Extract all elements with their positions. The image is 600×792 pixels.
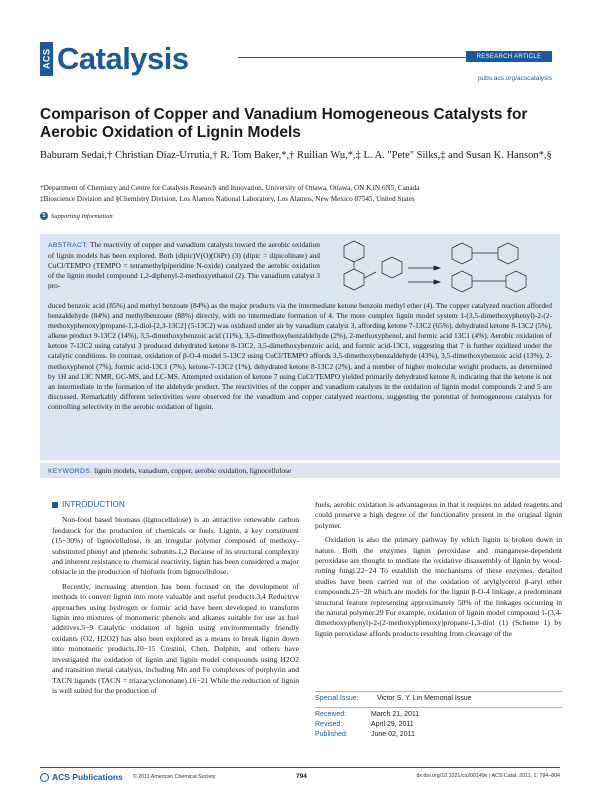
doi-link[interactable]: dx.doi.org/10.1021/cs200149v | ACS Catal. 2011, 1, 794–804 — [416, 773, 560, 779]
supporting-info-icon: S — [40, 212, 48, 220]
history-rule-mid — [315, 707, 562, 708]
abstract-lead-text: The reactivity of copper and vanadium catalysts toward the aerobic oxidation of lignin models has been explored. Both (dipic)V(O)(OiPr) (3) (dipic = dipicolinate) and CuCl/TEMPO (TEMPO = tetramethylpiperidine N-oxide) catalyzed the aerobic oxidation of the lignin model compound 1,2-diphenyl-2-methoxyethanol (2). The vanadium catalyst 3 pro- — [48, 240, 320, 291]
body-column-left — [52, 500, 299, 700]
toc-reaction-scheme — [326, 238, 552, 300]
body-column-right — [315, 500, 562, 643]
revised-label: Revised: — [315, 721, 343, 728]
supporting-info-label: Supporting Information — [51, 212, 113, 220]
abstract-lead — [48, 240, 320, 291]
section-square-icon — [52, 502, 58, 508]
published-label: Published: — [315, 731, 348, 738]
special-issue-label: Special Issue: — [315, 695, 359, 702]
keywords-label: KEYWORDS: — [48, 468, 93, 475]
received-label: Received: — [315, 711, 347, 718]
special-issue-row — [315, 695, 472, 702]
copyright-notice: © 2011 American Chemical Society — [132, 774, 216, 780]
section-title: INTRODUCTION — [62, 500, 125, 509]
affiliation-los-alamos: ‡Bioscience Division and §Chemistry Division, Los Alamos National Laboratory, Los Alamos, New Mexico 87545, United States — [40, 195, 415, 203]
keywords — [48, 466, 291, 475]
intro-paragraph-4: Oxidation is also the primary pathway by which lignin is broken down in nature. Both the enzymes lignin peroxidase and manganese-dependent peroxidase are thought to mediate the oxidative disassembly of lignin by wood-rotting fungi.22−24 To establish the mechanisms of these enzymes, detailed studies have been carried out of the oxidation of arylglycerol β-aryl ether compounds,25−28 which are models for the lignin β-O-4 linkage, a predominant structural feature representing approximately 50% of the linkages occurring in the natural polymer.29 For example, oxidation of lignin model compound 1-(3,4-dimethoxyphenyl)-2-(2-methoxyphenoxy)propane-1,3-diol (1) (Scheme 1) by lignin peroxidase affords products resulting from cleavage of the — [315, 535, 562, 638]
intro-paragraph-3: fuels, aerobic oxidation is advantageous in that it requires no added reagents and could preserve a high degree of the functionality present in the original lignin polymer. — [315, 500, 562, 530]
intro-paragraph-2: Recently, increasing attention has been focused on the development of methods to convert lignin into more valuable and useful products.3,4 Reductive approaches using hydrogen or formic acid have been developed to transform lignin into mixtures of monomeric phenols and alkanes suitable for use as fuel additives.5−9 Catalytic oxidation of lignin using environmentally friendly oxidants (O2, H2O2) has also been explored as a means to break lignin down into monomeric products.10−15 Crestini, Chen, Dolphin, and others have investigated the oxidation of lignin and lignin model compounds using H2O2 and transition metal catalysts, including Mn and Fe complexes of porphyrin and TACN ligands (TACN = triazacyclononane).16−21 While the reduction of lignin is well suited for the production of — [52, 581, 299, 695]
affiliation-ottawa: †Department of Chemistry and Centre for Catalysis Research and Innovation, University of Ottawa, Ottawa, ON K1N 6N5, Canada — [40, 184, 420, 192]
special-issue-value: Victor S. Y. Lin Memorial Issue — [377, 695, 472, 702]
keywords-text: lignin models, vanadium, copper, aerobic oxidation, lignocellulose — [94, 466, 292, 475]
journal-masthead — [40, 42, 189, 76]
page-number: 794 — [296, 773, 307, 780]
journal-name: Catalysis — [57, 41, 189, 76]
abstract-label: ABSTRACT: — [48, 242, 89, 249]
article-type-badge: RESEARCH ARTICLE — [466, 51, 552, 62]
acs-publications-icon — [40, 773, 49, 782]
publication-history — [315, 691, 562, 743]
author-list: Baburam Sedai,† Christian Díaz-Urrutia,† R. Tom Baker,*,† Ruilian Wu,*,‡ L. A. "Pete" Silks,‡ and Susan K. Hanson*,§ — [40, 150, 552, 161]
history-rule-top — [315, 691, 562, 692]
affiliations — [40, 183, 560, 205]
acs-logo: ACS — [40, 42, 53, 76]
revised-row — [315, 721, 414, 728]
section-heading-introduction — [52, 500, 299, 510]
intro-paragraph-1: Non-food based biomass (lignocellulose) is an attractive renewable carbon feedstock for the production of chemicals or fuels. Lignin, a key constituent (15−30%) of lignocellulose, is an irregular polymer composed of methoxy-substituted phenyl and phenolic subunits.1,2 Because of its structural complexity and inherent resistance to chemical reactivity, lignin has been considered a major obstacle in the production of biofuels from lignocellulose. — [52, 515, 299, 577]
page-footer — [40, 771, 560, 783]
journal-url-link[interactable]: pubs.acs.org/acscatalysis — [477, 75, 552, 82]
publisher-name: ACS Publications — [52, 772, 123, 782]
footer-rule — [40, 767, 560, 768]
revised-value: April 29, 2011 — [371, 721, 414, 728]
received-row — [315, 711, 419, 718]
abstract-body: duced benzoic acid (85%) and methyl benzoate (84%) as the major products via the intermediate ketone benzoin methyl ether (4). The copper catalyzed reaction afforded benzaldehyde (84%) and methylbenzoate (88%) directly, with no intermediate formation of 4. The more complex lignin model system 1-(3,5-dimethoxyphenyl)-2-(2-methoxyphenoxy)propane-1,3-diol-[2,3-13C2] (5-13C2) was oxidized under air by vanadium catalyst 3, affording ketone 7-13C2 (65%), dehydrated ketone 8-13C2 (5%), alkene product 9-13C2 (14%), 3,5-dimethoxybenzoic acid (11%), 3,5-dimethoxybenzaldehyde (2%), 2-methoxyphenol, and formic acid 13C1 (4%). Aerobic oxidation of ketone 7-13C2 using catalyst 3 produced dehydrated ketone 8-13C2, 3,5-dimethoxybenzoic acid, and formic acid-13C1, suggesting that 7 is further oxidized under the catalytic conditions. In contrast, oxidation of β-O-4 model 5-13C2 using CuCl/TEMPO affords 3,5-dimethoxybenzaldehyde (43%), 3,5-dimethoxybenzoic acid (13%), 2-methoxyphenol (7%), formic acid-13C1 (7%), ketone-7-13C2 (1%), dehydrated ketone 8-13C2 (2%), and a number of higher molecular weight products, as determined by 1H and 13C NMR, GC-MS, and LC-MS. Attempted oxidation of ketone 7 using CuCl/TEMPO yielded primarily dehydrated ketone 8, indicating that the ketone is not an intermediate in the formation of the aldehyde product. The reactivities of the copper and vanadium catalysts in the oxidation of lignin model compounds 2 and 5 are discussed. Remarkably different selectivities were observed for the vanadium and copper catalyzed reactions, suggesting the potential of homogeneous catalysts for controlling selectivity in the aerobic oxidation of lignin. — [48, 301, 552, 411]
published-row — [315, 731, 415, 738]
received-value: March 21, 2011 — [371, 711, 420, 718]
published-value: June 02, 2011 — [371, 731, 415, 738]
article-title: Comparison of Copper and Vanadium Homogeneous Catalysts for Aerobic Oxidation of Lignin Models — [40, 106, 528, 141]
acs-publications-logo — [40, 772, 123, 782]
supporting-information-link[interactable] — [40, 212, 113, 220]
